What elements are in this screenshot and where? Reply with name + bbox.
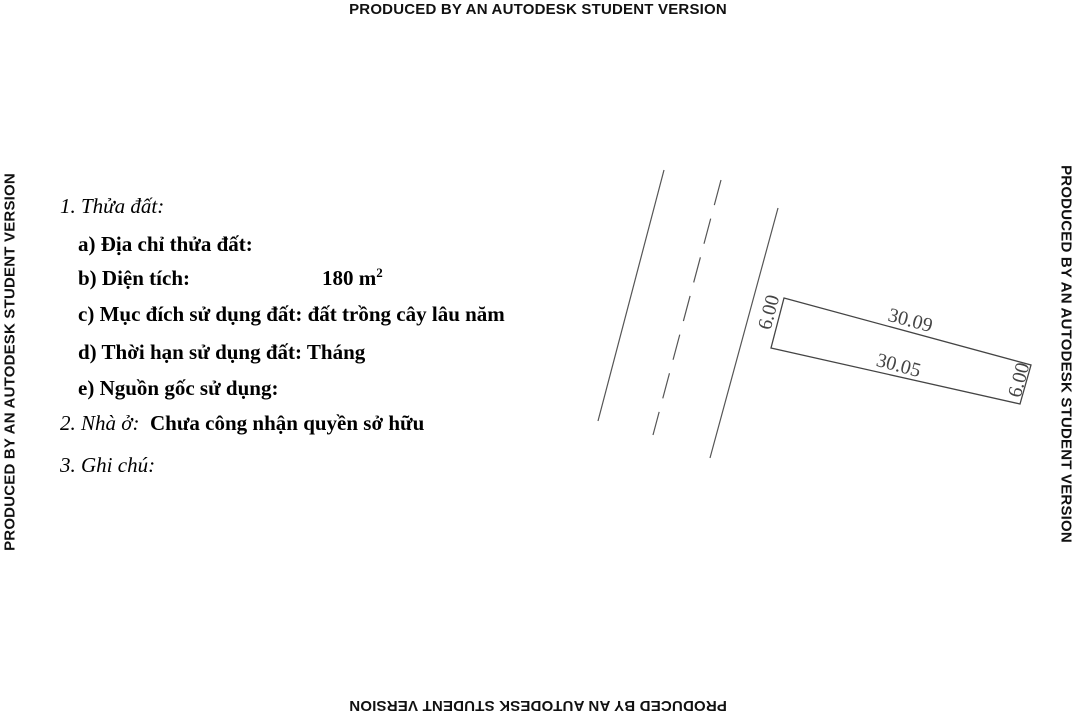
dim-right-label: 6.00 [1004,360,1035,400]
road-edge-left [598,170,664,421]
item1b-area-label: b) Diện tích: [78,266,190,290]
watermark-bottom: PRODUCED BY AN AUTODESK STUDENT VERSION [349,697,727,714]
item1-title: 1. Thửa đất: [60,194,165,218]
item1e-origin: e) Nguồn gốc sử dụng: [78,376,279,400]
item1a-address: a) Địa chỉ thửa đất: [78,232,253,256]
road-centerline [653,180,721,435]
item1c-land-use: c) Mục đích sử dụng đất: đất trồng cây lâu năm [78,302,505,326]
item2-label: 2. Nhà ở: [60,411,140,435]
dim-bottom-label: 30.05 [873,349,924,383]
dim-left-label: 6.00 [753,292,785,333]
item2-value: Chưa công nhận quyền sở hữu [149,411,425,435]
watermark-top: PRODUCED BY AN AUTODESK STUDENT VERSION [349,1,727,18]
dim-top-label: 30.09 [885,304,935,338]
area-unit-superscript: 2 [376,265,383,280]
watermark-left: PRODUCED BY AN AUTODESK STUDENT VERSION [1,173,19,551]
item1d-land-term: d) Thời hạn sử dụng đất: Tháng [78,340,366,364]
area-value-text: 180 m [322,266,377,290]
item3-notes: 3. Ghi chú: [60,453,156,477]
watermark-right: PRODUCED BY AN AUTODESK STUDENT VERSION [1057,165,1075,543]
road-edge-right [710,208,778,458]
